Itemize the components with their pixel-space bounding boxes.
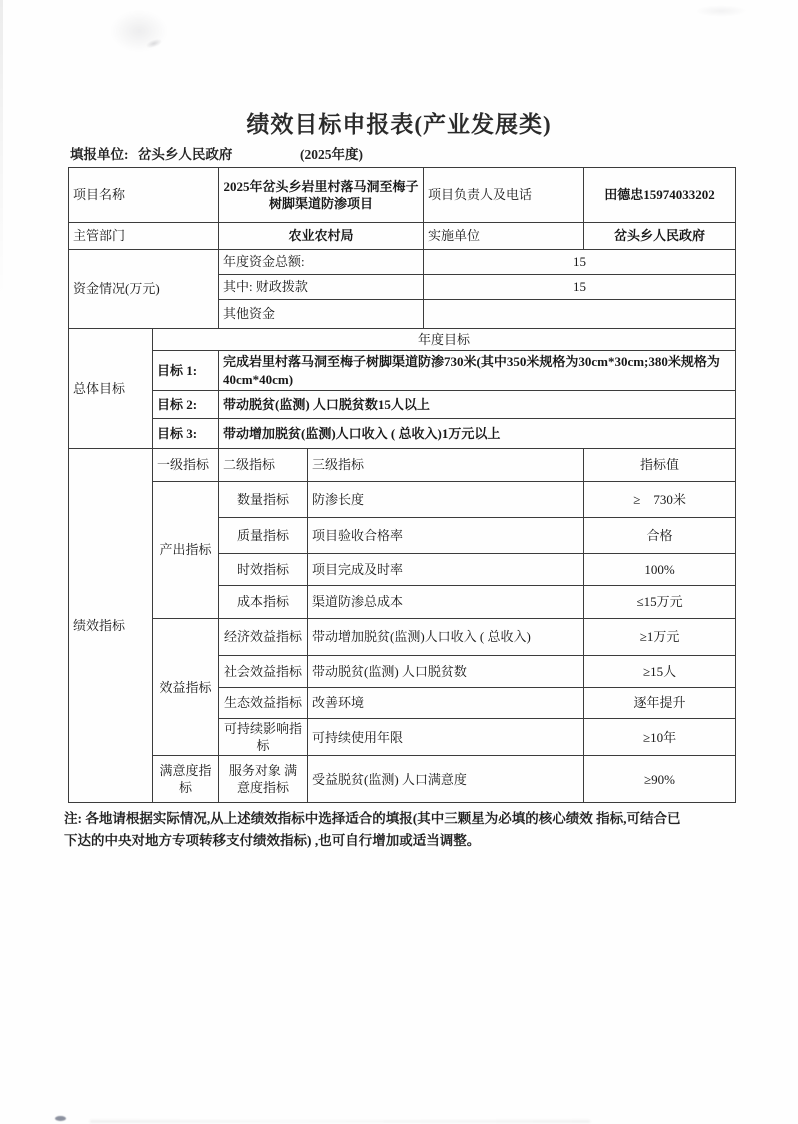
project-name-value: 2025年岔头乡岩里村落马洞至梅子树脚渠道防渗项目 xyxy=(219,168,424,223)
indicator-l3: 可持续使用年限 xyxy=(308,719,584,756)
indicator-value: ≥ 730米 xyxy=(584,482,736,518)
indicator-value: ≥90% xyxy=(584,756,736,803)
indicator-value: 逐年提升 xyxy=(584,688,736,719)
table-row xyxy=(69,449,736,482)
goal-1-label: 目标 1: xyxy=(153,351,219,391)
header-level3: 三级指标 xyxy=(308,449,584,482)
footnote-line-1: 注: 各地请根据实际情况,从上述绩效指标中选择适合的填报(其中三颗星为必填的核心绩效 指标,可结合已 xyxy=(64,811,681,826)
table-row xyxy=(69,329,736,351)
goal-1-text: 完成岩里村落马洞至梅子树脚渠道防渗730米(其中350米规格为30cm*30cm;380米规格为40cm*40cm) xyxy=(219,351,736,391)
indicator-value: 100% xyxy=(584,554,736,586)
table-row xyxy=(69,619,736,656)
leader-label: 项目负责人及电话 xyxy=(424,168,584,223)
indicator-l2: 经济效益指标 xyxy=(219,619,308,656)
indicator-l3: 带动脱贫(监测) 人口脱贫数 xyxy=(308,656,584,688)
annual-goal-header: 年度目标 xyxy=(153,329,736,351)
group-benefit-label: 效益指标 xyxy=(153,619,219,756)
goal-3-text: 带动增加脱贫(监测)人口收入 ( 总收入)1万元以上 xyxy=(219,419,736,449)
indicator-l2: 可持续影响指标 xyxy=(219,719,308,756)
scan-artifact-bottom-edge xyxy=(90,1120,590,1123)
leader-value: 田德忠15974033202 xyxy=(584,168,736,223)
dept-label: 主管部门 xyxy=(69,223,219,250)
table-row xyxy=(69,482,736,518)
indicator-value: 合格 xyxy=(584,518,736,554)
footnote-line-2: 下达的中央对地方专项转移支付绩效指标) ,也可自行增加或适当调整。 xyxy=(64,832,481,848)
indicator-l3: 渠道防渗总成本 xyxy=(308,586,584,619)
report-meta-line xyxy=(70,143,730,163)
indicator-l2: 社会效益指标 xyxy=(219,656,308,688)
indicator-l2: 质量指标 xyxy=(219,518,308,554)
overall-goal-section-label: 总体目标 xyxy=(69,329,153,449)
performance-target-table xyxy=(68,167,736,803)
impl-value: 岔头乡人民政府 xyxy=(584,223,736,250)
indicator-l2: 服务对象 满意度指标 xyxy=(219,756,308,803)
funding-fiscal-value: 15 xyxy=(424,275,736,300)
goal-2-label: 目标 2: xyxy=(153,391,219,419)
funding-fiscal-label: 其中: 财政拨款 xyxy=(219,275,424,300)
impl-label: 实施单位 xyxy=(424,223,584,250)
indicator-l3: 防渗长度 xyxy=(308,482,584,518)
header-level1: 一级指标 xyxy=(153,449,219,482)
form-footnote xyxy=(64,808,738,852)
fill-unit-value: 岔头乡人民政府 xyxy=(137,147,233,162)
goal-3-label: 目标 3: xyxy=(153,419,219,449)
indicator-l3: 项目完成及时率 xyxy=(308,554,584,586)
indicator-l3: 项目验收合格率 xyxy=(308,518,584,554)
indicator-l3: 改善环境 xyxy=(308,688,584,719)
indicator-l3: 受益脱贫(监测) 人口满意度 xyxy=(308,756,584,803)
group-output-label: 产出指标 xyxy=(153,482,219,619)
scan-artifact-mark xyxy=(145,37,162,49)
funding-other-label: 其他资金 xyxy=(219,300,424,329)
scan-artifact-bottom-speck xyxy=(55,1116,66,1121)
funding-other-value xyxy=(424,300,736,329)
indicator-l2: 时效指标 xyxy=(219,554,308,586)
table-row xyxy=(69,351,736,391)
indicator-value: ≥10年 xyxy=(584,719,736,756)
scan-edge-shadow xyxy=(0,0,3,300)
funding-total-value: 15 xyxy=(424,250,736,275)
indicator-value: ≥1万元 xyxy=(584,619,736,656)
table-row xyxy=(69,419,736,449)
scan-artifact-top-right xyxy=(695,5,747,17)
project-name-label: 项目名称 xyxy=(69,168,219,223)
table-row xyxy=(69,223,736,250)
indicator-l2: 数量指标 xyxy=(219,482,308,518)
funding-total-label: 年度资金总额: xyxy=(219,250,424,275)
header-value: 指标值 xyxy=(584,449,736,482)
indicator-l3: 带动增加脱贫(监测)人口收入 ( 总收入) xyxy=(308,619,584,656)
group-satisfaction-label: 满意度指标 xyxy=(153,756,219,803)
report-year: (2025年度) xyxy=(300,147,363,162)
dept-value: 农业农村局 xyxy=(219,223,424,250)
table-row xyxy=(69,756,736,803)
table-row xyxy=(69,168,736,223)
header-level2: 二级指标 xyxy=(219,449,308,482)
scan-artifact-top-left xyxy=(110,10,168,52)
funding-section-label: 资金情况(万元) xyxy=(69,250,219,329)
table-row xyxy=(69,391,736,419)
page-title: 绩效目标申报表(产业发展类) xyxy=(246,112,552,137)
indicator-value: ≥15人 xyxy=(584,656,736,688)
indicator-l2: 成本指标 xyxy=(219,586,308,619)
fill-unit-label: 填报单位: xyxy=(70,147,129,162)
indicator-value: ≤15万元 xyxy=(584,586,736,619)
goal-2-text: 带动脱贫(监测) 人口脱贫数15人以上 xyxy=(219,391,736,419)
indicator-l2: 生态效益指标 xyxy=(219,688,308,719)
indicators-section-label: 绩效指标 xyxy=(69,449,153,803)
table-row xyxy=(69,250,736,275)
